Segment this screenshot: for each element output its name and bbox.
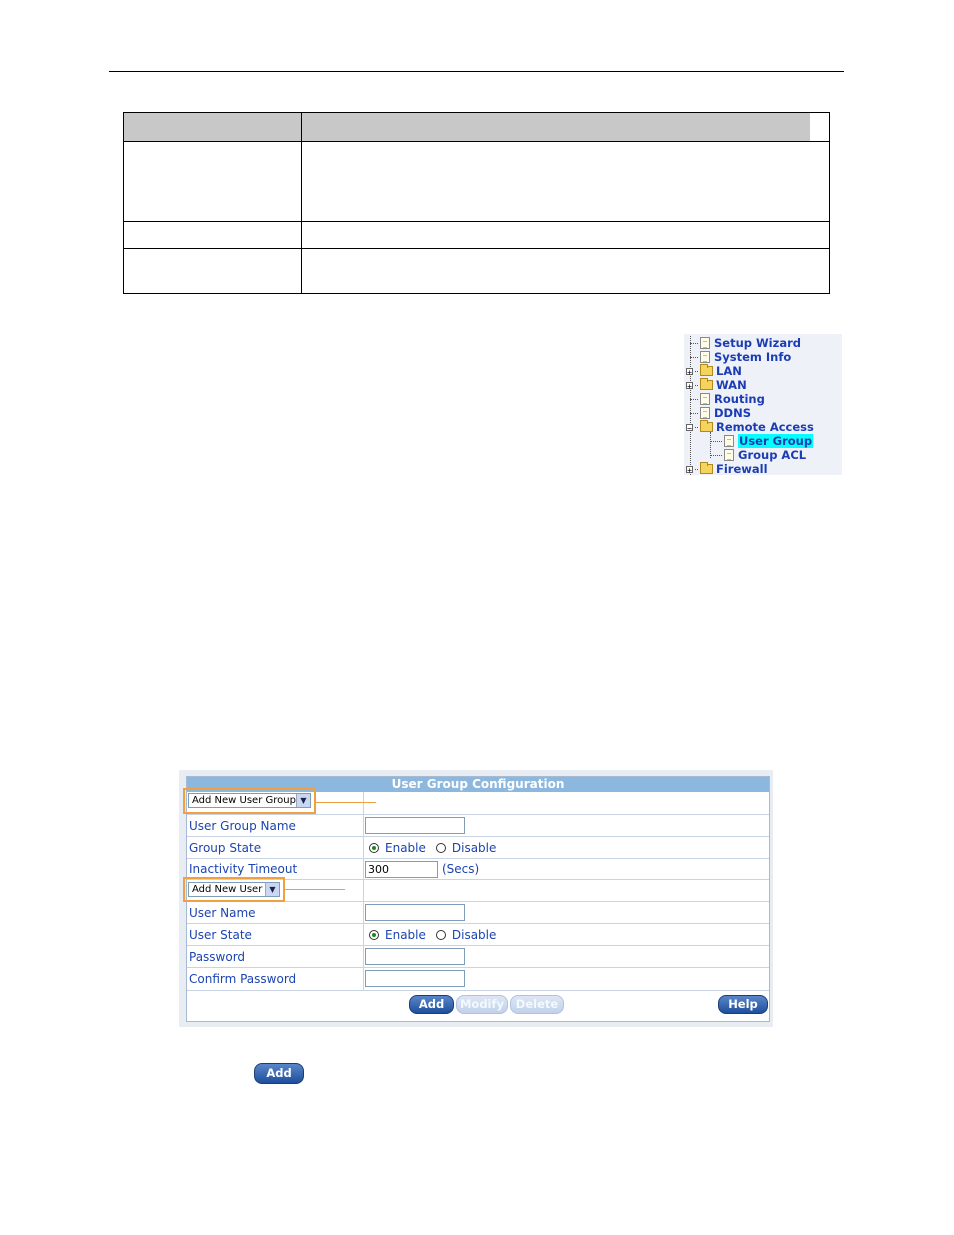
user-state-disable-radio[interactable] [436, 930, 446, 940]
password-input[interactable] [365, 948, 465, 965]
tree-item-group-acl[interactable] [710, 448, 806, 462]
user-state-label: User State [189, 927, 252, 942]
user-select-highlight [183, 877, 285, 902]
table-header-cell [302, 113, 810, 141]
tree-item-user-group[interactable] [710, 434, 813, 448]
tree-item-label: Group ACL [738, 448, 807, 462]
user-group-configuration-panel [179, 770, 773, 1027]
add-button-illustration: Add [254, 1063, 304, 1084]
user-state-row [187, 924, 769, 946]
tree-item-label: Firewall [716, 462, 768, 475]
modify-button[interactable]: Modify [456, 995, 508, 1014]
panel-title: User Group Configuration [187, 777, 769, 792]
collapse-icon[interactable]: − [687, 423, 692, 433]
user-group-select-value: Add New User Group [192, 795, 296, 806]
user-group-name-input[interactable] [365, 817, 465, 834]
tree-item-setup-wizard[interactable] [690, 336, 801, 350]
tree-item-wan[interactable] [687, 378, 747, 392]
user-state-enable-radio[interactable] [369, 930, 379, 940]
confirm-password-label: Confirm Password [189, 972, 297, 986]
tree-item-label: Routing [714, 392, 765, 406]
open-folder-icon [700, 422, 713, 432]
expand-icon[interactable]: + [687, 367, 692, 377]
page-icon [700, 337, 710, 349]
confirm-password-row [187, 968, 769, 991]
reference-table [123, 112, 830, 294]
inactivity-timeout-units: (Secs) [442, 862, 480, 876]
callout-line [285, 889, 345, 890]
delete-button[interactable]: Delete [510, 995, 564, 1014]
chevron-down-icon[interactable]: ▼ [265, 883, 279, 896]
page-header-rule [109, 71, 844, 72]
table-row-divider [124, 141, 829, 142]
user-state-radio-group [369, 924, 506, 945]
page-icon [724, 435, 734, 447]
tree-item-system-info[interactable] [690, 350, 791, 364]
tree-item-routing[interactable] [690, 392, 765, 406]
page-icon [700, 407, 710, 419]
folder-icon [700, 380, 713, 390]
tree-item-label: Setup Wizard [714, 336, 801, 350]
user-group-name-row [187, 815, 769, 837]
tree-item-label: Remote Access [716, 420, 814, 434]
radio-label: Disable [451, 840, 497, 855]
user-select-value: Add New User [192, 884, 263, 895]
page-icon [724, 449, 734, 461]
chevron-down-icon[interactable]: ▼ [296, 794, 310, 807]
group-state-label: Group State [189, 840, 262, 855]
group-select-highlight [183, 788, 316, 814]
confirm-password-input[interactable] [365, 970, 465, 987]
inactivity-timeout-label: Inactivity Timeout [189, 862, 298, 876]
callout-line [316, 802, 376, 803]
user-name-input[interactable] [365, 904, 465, 921]
help-button[interactable]: Help [718, 995, 768, 1014]
tree-item-remote-access[interactable] [687, 420, 814, 434]
group-state-radio-group [369, 837, 506, 858]
page-icon [700, 393, 710, 405]
password-row [187, 946, 769, 968]
table-column-divider [301, 113, 302, 293]
tree-item-lan[interactable] [687, 364, 742, 378]
table-header-cell [124, 113, 301, 141]
navigation-tree [684, 334, 842, 475]
tree-item-label: LAN [716, 364, 742, 378]
user-name-row [187, 902, 769, 924]
table-row-divider [124, 248, 829, 249]
tree-item-label: System Info [714, 350, 792, 364]
group-state-row [187, 837, 769, 859]
radio-label: Enable [385, 927, 426, 942]
tree-item-firewall[interactable] [687, 462, 768, 475]
user-group-name-label: User Group Name [189, 818, 296, 833]
user-group-select[interactable] [188, 793, 311, 808]
tree-item-label: User Group [739, 434, 813, 448]
user-name-label: User Name [189, 905, 256, 920]
add-button[interactable]: Add [409, 995, 454, 1014]
inactivity-timeout-input[interactable]: 300 [365, 861, 438, 878]
group-state-enable-radio[interactable] [369, 843, 379, 853]
tree-item-ddns[interactable] [690, 406, 751, 420]
expand-icon[interactable]: + [687, 465, 692, 475]
tree-item-label: WAN [716, 378, 747, 392]
password-label: Password [189, 949, 246, 964]
tree-item-label: DDNS [714, 406, 751, 420]
group-state-disable-radio[interactable] [436, 843, 446, 853]
table-row-divider [124, 221, 829, 222]
page-icon [700, 351, 710, 363]
radio-label: Enable [385, 840, 426, 855]
radio-label: Disable [451, 927, 497, 942]
expand-icon[interactable]: + [687, 381, 692, 391]
user-select[interactable] [188, 882, 280, 897]
folder-icon [700, 366, 713, 376]
folder-icon [700, 464, 713, 474]
